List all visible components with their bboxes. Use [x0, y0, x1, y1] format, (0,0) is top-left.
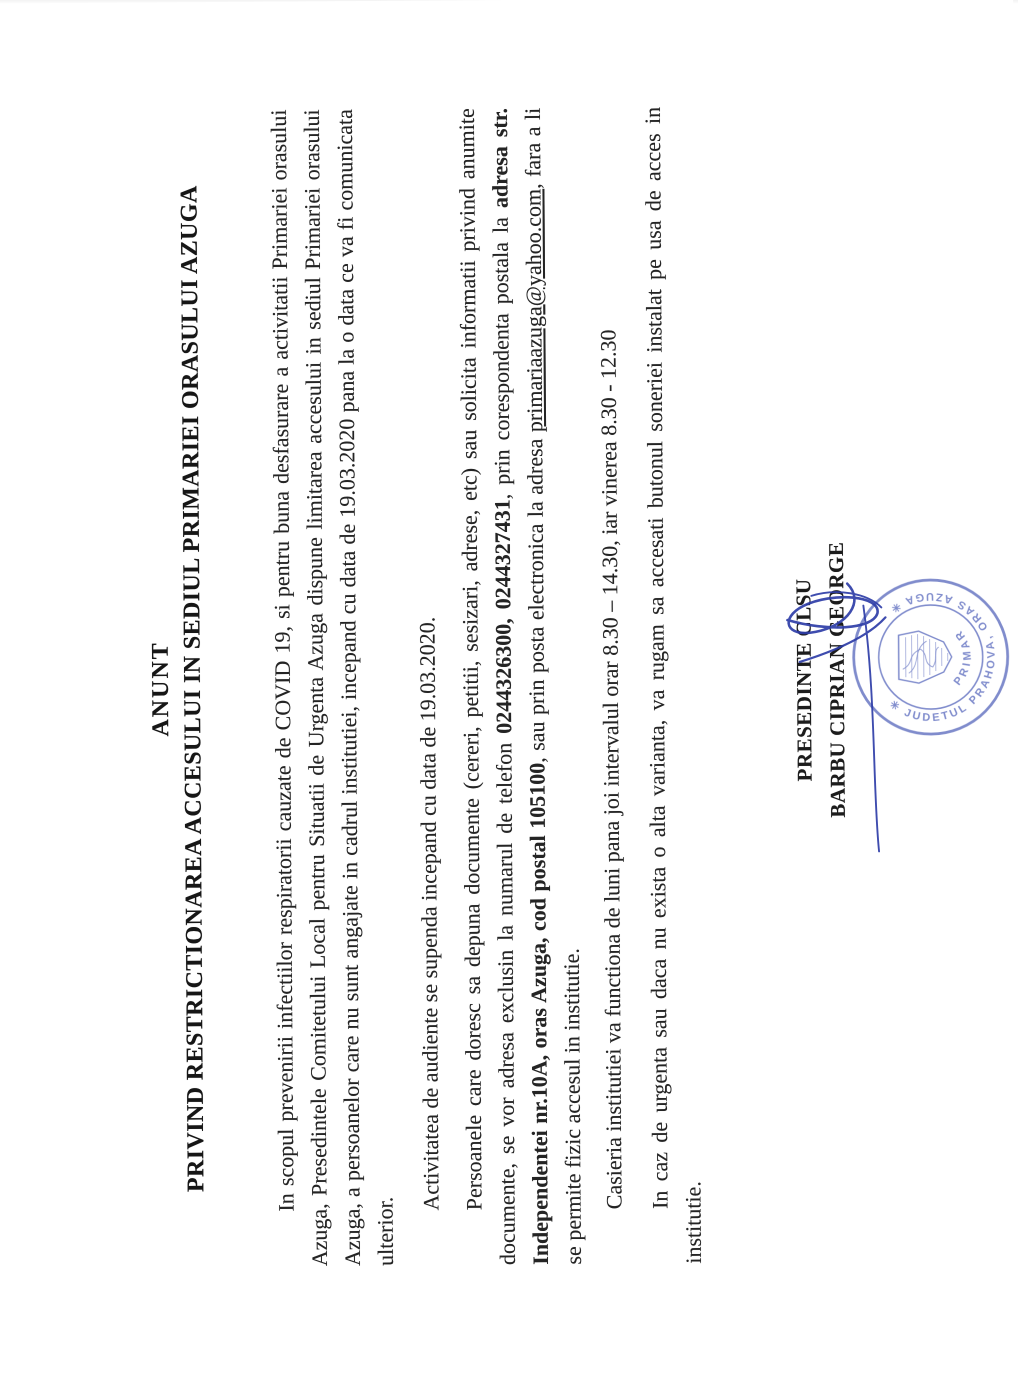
stamp-inner-text: PRIMAR	[951, 625, 975, 688]
document-body	[262, 107, 710, 1267]
paragraph-3-text: Persoanele care doresc sa depuna documente (cereri, petitii, sesizari, adrese, etc) sau solicita informatii privind anumite documente, se vor adresa exclusin la numarul de telefon	[453, 108, 520, 1266]
paragraph-1: In scopul prevenirii infectiilor respiratorii cauzate de COVID 19, si pentru buna desfasurare a activitatii Primariei orasului Azuga, Presedintele Comitetului Local pentru Situatii de Urgenta Azuga dispune limitarea accesului in sediul Primariei orasului Azuga, a persoanelor care nu sunt angajate in cadrul institutiei, incepand cu data de 19.03.2020 pana la o data ce va fi comunicata ulterior.	[265, 109, 398, 1267]
pen-stroke	[863, 605, 879, 851]
paragraph-3-text: , sau prin posta electronica la adresa	[522, 432, 550, 763]
pen-stroke	[799, 617, 885, 662]
paragraph-3	[450, 107, 590, 1265]
handwritten-signature	[777, 557, 914, 858]
email-address: primariaazuga@yahoo.com	[520, 188, 548, 433]
phone-numbers: 0244326300, 0244327431	[489, 499, 517, 734]
paragraph-3-text: , fara a li se permite fizic accesul in institutie.	[519, 107, 586, 1265]
document-subtitle: PRIVIND RESTRICTIONAREA ACCESULUI IN SEDIUL PRIMARIEI ORASULUI AZUGA	[176, 185, 210, 1193]
paragraph-4: Casieria institutiei va functiona de luni pana joi intervalul orar 8.30 – 14.30, iar vinerea 8.30 - 12.30	[595, 329, 627, 1210]
signature-name: BARBU CIPRIAN GEORGE	[823, 541, 850, 818]
stamp-ring-text: ✳ JUDETUL PRAHOVA, ORAS AZUGA ✳	[886, 590, 998, 725]
paragraph-2: Activitatea de audiente se supenda incepand cu data de 19.03.2020.	[414, 616, 444, 1211]
document-title: ANUNT	[147, 641, 175, 737]
svg-text:PRIMAR	[951, 626, 974, 688]
signature-title: PRESEDINTE CLSU	[791, 578, 817, 782]
paragraph-5: In caz de urgenta sau daca nu exista o alta varianta, va rugam sa accesati butonul soneriei instalat pe usa de acces in institutie.	[639, 106, 706, 1264]
paragraph-3-text: , prin corespondenta postala la	[487, 208, 515, 500]
postal-address: adresa str. Independentei nr.10A, oras Azuga, cod postal 105100	[486, 107, 553, 1265]
